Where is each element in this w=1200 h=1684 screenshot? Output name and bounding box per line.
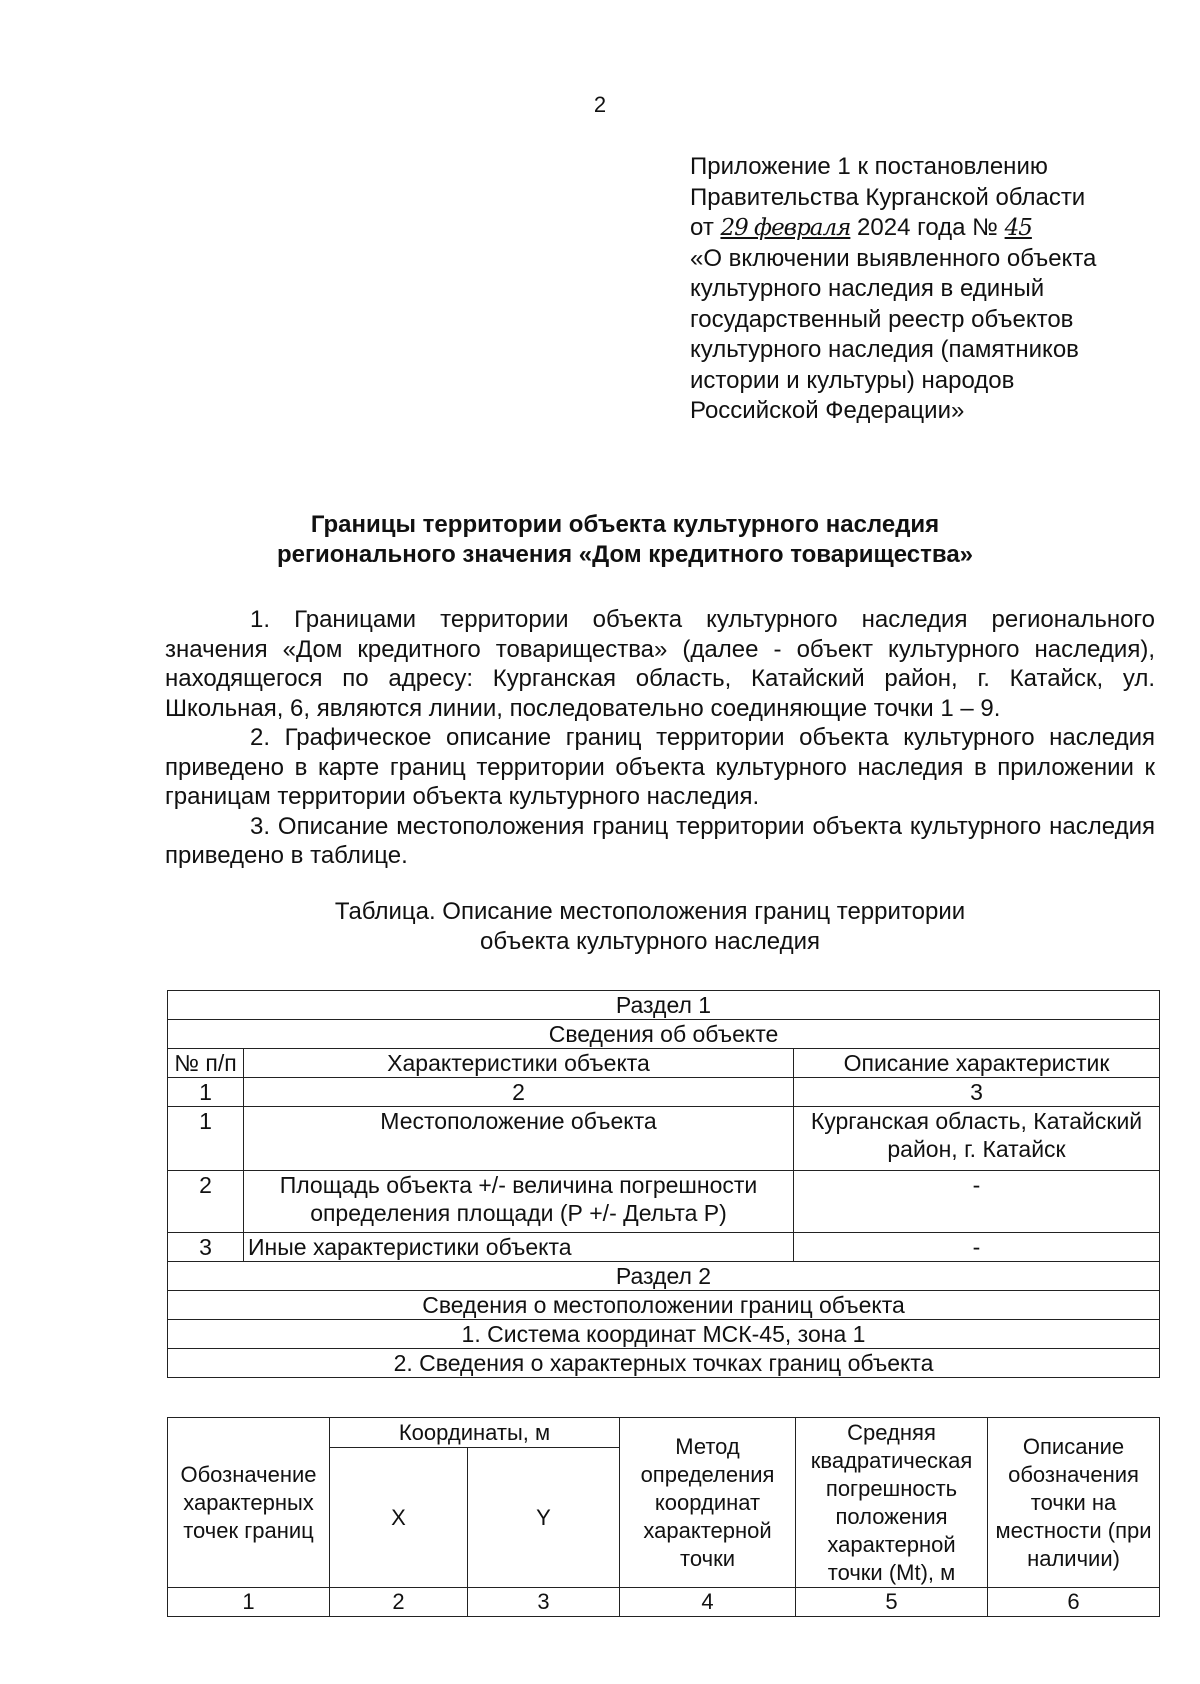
caption-line-1: Таблица. Описание местоположения границ территории <box>334 898 966 925</box>
header-num: № п/п <box>168 1049 244 1078</box>
header-error: Средняя квадратическая погрешность положения характерной точки (Mt), м <box>796 1418 988 1588</box>
appendix-line-8: истории и культуры) народов <box>690 366 1015 394</box>
col-number: 5 <box>796 1588 988 1617</box>
page-number: 2 <box>593 92 607 117</box>
table-caption <box>150 897 1150 957</box>
col-number: 6 <box>988 1588 1160 1617</box>
col-number: 4 <box>620 1588 796 1617</box>
header-characteristics: Характеристики объекта <box>244 1049 794 1078</box>
header-x: X <box>330 1448 468 1588</box>
row-description: - <box>794 1233 1160 1262</box>
row-characteristic: Площадь объекта +/- величина погрешности определения площади (Р +/- Дельта Р) <box>244 1171 794 1233</box>
col-number: 1 <box>168 1588 330 1617</box>
table-row <box>168 1320 1160 1349</box>
table-row <box>168 1291 1160 1320</box>
appendix-line-1: Приложение 1 к постановлению <box>690 153 1048 180</box>
row-num: 1 <box>168 1107 244 1171</box>
table-row <box>168 1262 1160 1291</box>
points-header-row <box>168 1418 1160 1448</box>
appendix-line-2: Правительства Курганской области <box>690 183 1086 211</box>
appendix-line-9: Российской Федерации» <box>690 397 965 424</box>
header-y: Y <box>468 1448 620 1588</box>
points-title: 2. Сведения о характерных точках границ объекта <box>168 1349 1160 1378</box>
row-num: 3 <box>168 1233 244 1262</box>
paragraph-3: 3. Описание местоположения границ территории объекта культурного наследия приведено в таблице. <box>165 812 1155 869</box>
row-description: - <box>794 1171 1160 1233</box>
appendix-line-7: культурного наследия (памятников <box>690 336 1079 363</box>
section-1-subheader: Сведения об объекте <box>168 1020 1160 1049</box>
col-number: 3 <box>794 1078 1160 1107</box>
coordinate-system: 1. Система координат МСК-45, зона 1 <box>168 1320 1160 1349</box>
table-row <box>168 1233 1160 1262</box>
appendix-line-4: «О включении выявленного объекта <box>690 244 1097 272</box>
caption-line-2: объекта культурного наследия <box>479 928 821 955</box>
handwritten-date: 29 февраля <box>720 215 851 241</box>
appendix-header <box>690 152 1160 427</box>
document-title <box>150 510 1100 570</box>
header-description: Описание характеристик <box>794 1049 1160 1078</box>
title-line-2: регионального значения «Дом кредитного товарищества» <box>276 541 974 568</box>
appendix-line-5: культурного наследия в единый <box>690 275 1045 302</box>
date-prefix: от <box>690 214 714 241</box>
col-number: 1 <box>168 1078 244 1107</box>
title-line-1: Границы территории объекта культурного наследия <box>310 511 940 538</box>
body-text <box>165 605 1155 871</box>
row-num: 2 <box>168 1171 244 1233</box>
paragraph-1: 1. Границами территории объекта культурного наследия регионального значения «Дом кредитного товарищества» (далее - объект культурного наследия), находящегося по адресу: Курганская область, Катайский район, г. Катайск, ул. Школьная, 6, являются линии, последовательно соединяющие точки 1 – 9. <box>165 606 1155 722</box>
section-2-header: Раздел 2 <box>168 1262 1160 1291</box>
table-row <box>168 1349 1160 1378</box>
header-designation: Обозначение характерных точек границ <box>168 1418 330 1588</box>
table-header-row <box>168 1049 1160 1078</box>
row-characteristic: Местоположение объекта <box>244 1107 794 1171</box>
appendix-date-line <box>690 213 1160 244</box>
table-row <box>168 1020 1160 1049</box>
table-row <box>168 1107 1160 1171</box>
appendix-line-6: государственный реестр объектов <box>690 305 1074 333</box>
year-text: 2024 года № <box>857 214 998 241</box>
col-number: 2 <box>330 1588 468 1617</box>
col-number: 2 <box>244 1078 794 1107</box>
paragraph-2: 2. Графическое описание границ территории объекта культурного наследия приведено в карте границ территории объекта культурного наследия в приложении к границам территории объекта культурного наследия. <box>165 724 1155 810</box>
boundaries-table <box>167 990 1160 1378</box>
header-coordinates: Координаты, м <box>330 1418 620 1448</box>
handwritten-number: 45 <box>1004 215 1032 241</box>
col-number: 3 <box>468 1588 620 1617</box>
section-2-subheader: Сведения о местоположении границ объекта <box>168 1291 1160 1320</box>
table-row <box>168 1588 1160 1617</box>
points-table <box>167 1417 1160 1617</box>
table-row <box>168 991 1160 1020</box>
header-method: Метод определения координат характерной точки <box>620 1418 796 1588</box>
table-row <box>168 1078 1160 1107</box>
row-description: Курганская область, Катайский район, г. Катайск <box>794 1107 1160 1171</box>
section-1-header: Раздел 1 <box>168 991 1160 1020</box>
header-description: Описание обозначения точки на местности (при наличии) <box>988 1418 1160 1588</box>
row-characteristic: Иные характеристики объекта <box>244 1233 794 1262</box>
table-row <box>168 1171 1160 1233</box>
